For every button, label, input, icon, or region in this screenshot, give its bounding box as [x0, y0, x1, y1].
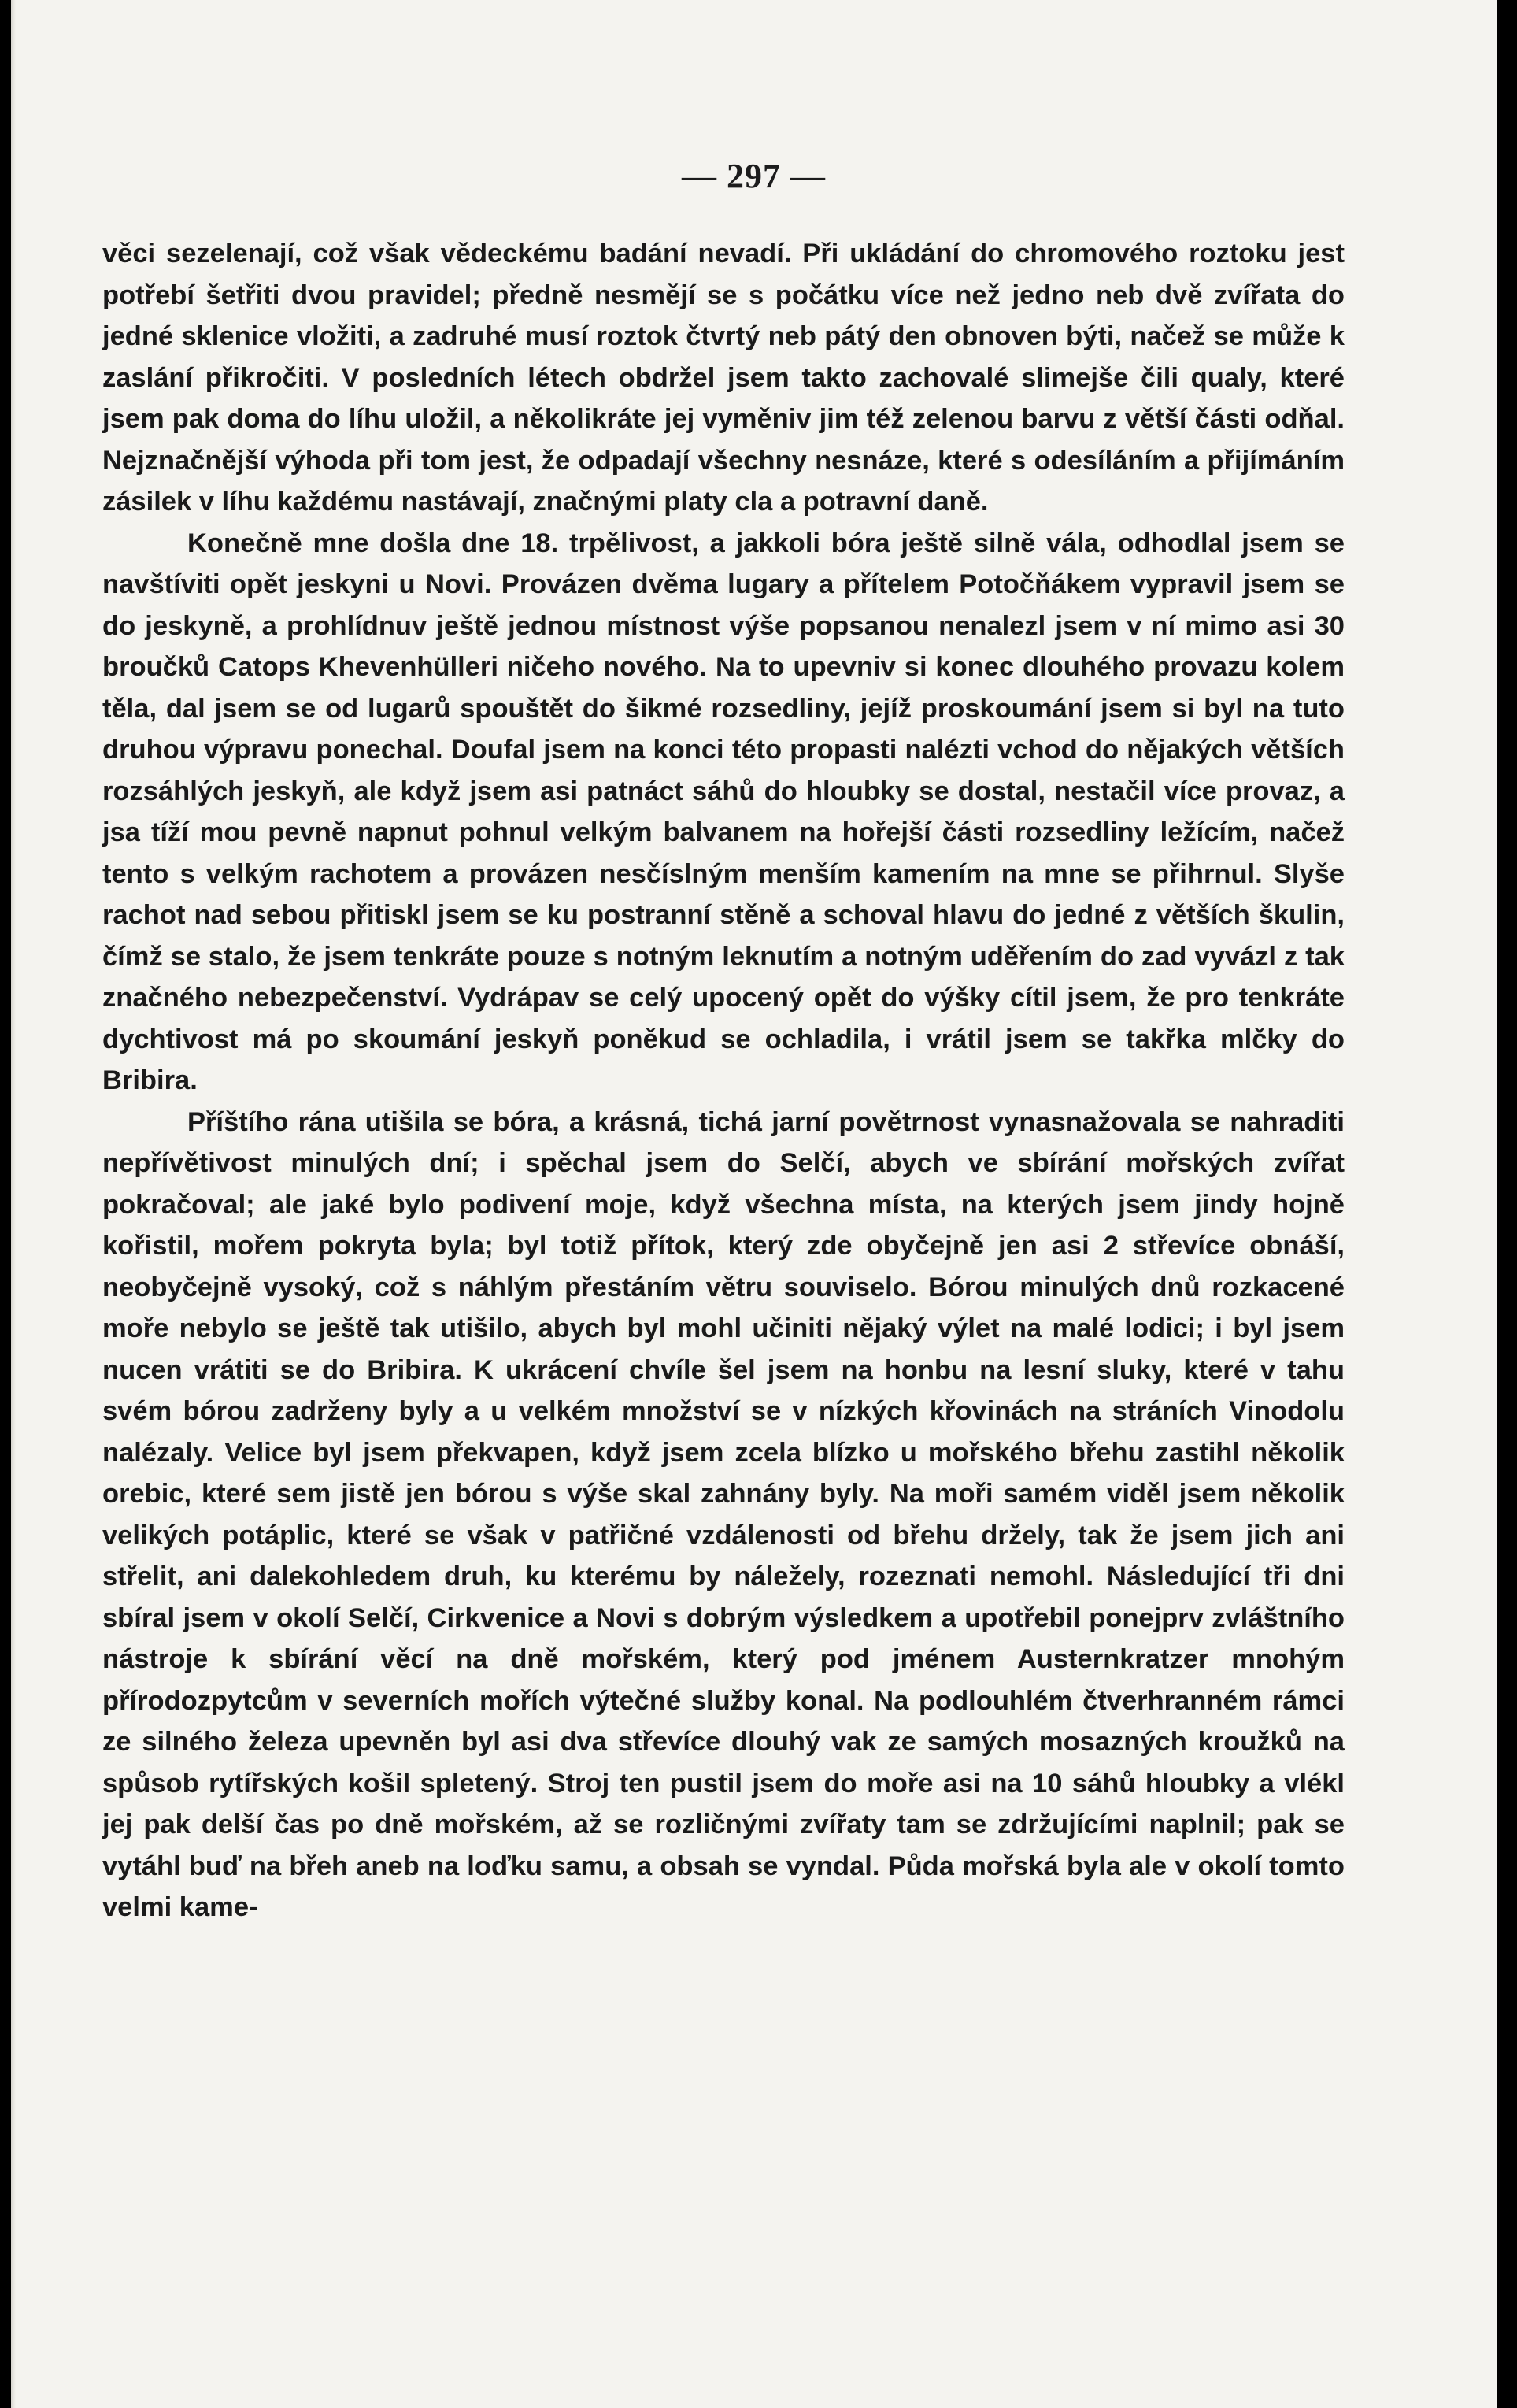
paragraph-3: Příštího rána utišila se bóra, a krásná, tichá jarní povětrnost vynasnažovala se nahraditi nepřívětivost minulých dní; i spěchal jsem do Selčí, abych ve sbírání mořských zvířat pokračoval; ale jaké bylo podivení moje, když všechna místa, na kterých jsem jindy hojně kořistil, mořem pokryta byla; byl totiž přítok, který zde obyčejně jen asi 2 střevíce obnáší, neobyčejně vysoký, což s náhlým přestáním větru souviselo. Bórou minulých dnů rozkacené moře nebylo se ještě tak utišilo, abych byl mohl učiniti nějaký výlet na malé lodici; i byl jsem nucen vrátiti se do Bribira. K ukrácení chvíle šel jsem na honbu na lesní sluky, které v tahu svém bórou zadrženy byly a u velkém množství se v nízkých křovinách na stráních Vinodolu nalézaly. Velice byl jsem překvapen, když jsem zcela blízko u mořského břehu zastihl několik orebic, které sem jistě jen bórou s výše skal zahnány byly. Na moři samém viděl jsem několik velikých potáplic, které se však v patřičné vzdálenosti od břehu držely, tak že jsem jich ani střelit, ani dalekohledem druh, ku kterému by náležely, rozeznati nemohl. Následující tři dni sbíral jsem v okolí Selčí, Cirkvenice a Novi s dobrým výsledkem a upotřebil ponejprv zvláštního nástroje k sbírání věcí na dně mořském, který pod jménem Austernkratzer mnohým přírodozpytcům v severních mořích výtečné služby konal. Na podlouhlém čtverhranném rámci ze silného železa upevněn byl asi dva střevíce dlouhý vak ze samých mosazných kroužků na spůsob rytířských košil spletený. Stroj ten pustil jsem do moře asi na 10 sáhů hloubky a vlékl jej pak delší čas po dně mořském, až se rozličnými zvířaty tam se zdržujícími naplnil; pak se vytáhl buď na břeh aneb na loďku samu, a obsah se vyndal. Půda mořská byla ale v okolí tomto velmi kame-	[102, 1106, 1345, 1922]
page-edge-shadow	[11, 0, 16, 2408]
paragraph-2: Konečně mne došla dne 18. trpělivost, a jakkoli bóra ještě silně vála, odhodlal jsem se navštíviti opět jeskyni u Novi. Provázen dvěma lugary a přítelem Potočňákem vypravil jsem se do jeskyně, a prohlídnuv ještě jednou místnost výše popsanou nenalezl jsem v ní mimo asi 30 broučků Catops Khevenhülleri ničeho nového. Na to upevniv si konec dlouhého provazu kolem těla, dal jsem se od lugarů spouštět do šikmé rozsedliny, jejíž proskoumání jsem si byl na tuto druhou výpravu ponechal. Doufal jsem na konci této propasti nalézti vchod do nějakých větších rozsáhlých jeskyň, ale když jsem asi patnáct sáhů do hloubky se dostal, nestačil více provaz, a jsa tíží mou pevně napnut pohnul velkým balvanem na hořejší části rozsedliny ležícím, načež tento s velkým rachotem a provázen nesčíslným menším kamením na mne se přihrnul. Slyše rachot nad sebou přitiskl jsem se ku postranní stěně a schoval hlavu do jedné z větších škulin, čímž se stalo, že jsem tenkráte pouze s notným leknutím a notným uděřením do zad vyvázl z tak značného nebezpečenství. Vydrápav se celý upocený opět do výšky cítil jsem, že pro tenkráte dychtivost má po skoumání jeskyň poněkud se ochladila, i vrátil jsem se takřka mlčky do Bribira.	[102, 528, 1345, 1095]
paragraph-1: věci sezelenají, což však vědeckému badání nevadí. Při ukládání do chromového roztoku jest potřebí šetřiti dvou pravidel; předně nesmějí se s počátku více než jedno neb dvě zvířata do jedné sklenice vložiti, a zadruhé musí roztok čtvrtý neb pátý den obnoven býti, načež se může k zaslání přikročiti. V posledních létech obdržel jsem takto zachovalé slimejše čili qualy, které jsem pak doma do líhu uložil, a několikráte jej vyměniv jim též zelenou barvu z větší části odňal. Nejznačnější výhoda při tom jest, že odpadají všechny nesnáze, které s odesíláním a přijímáním zásilek v líhu každému nastávají, značnými platy cla a potravní daně.	[102, 239, 1345, 517]
body-text	[102, 233, 1345, 1928]
page-number: — 297 —	[682, 157, 826, 195]
scanned-page	[11, 0, 1497, 2408]
